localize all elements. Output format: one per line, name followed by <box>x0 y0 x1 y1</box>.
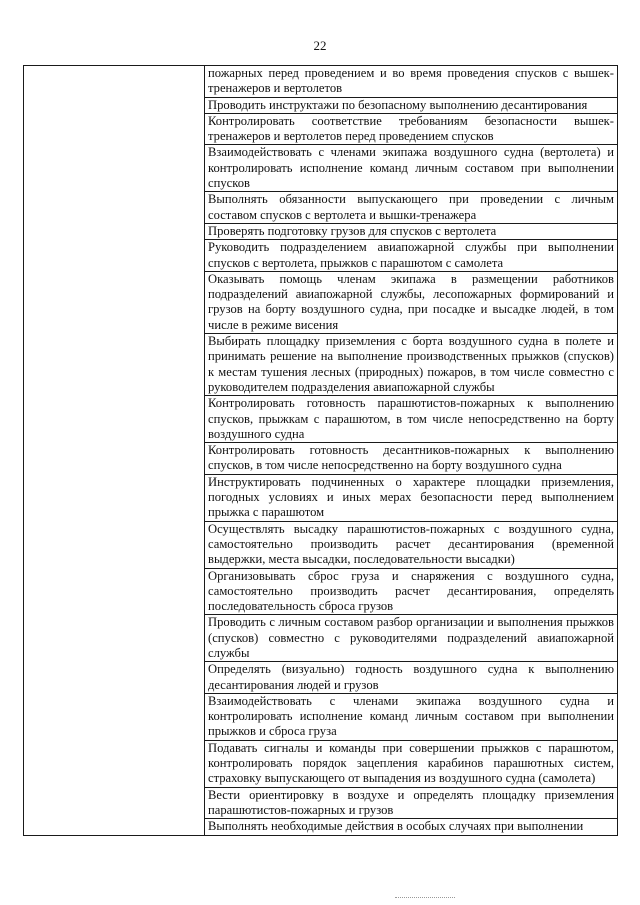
labor-actions-table <box>23 65 618 836</box>
cell-text: Выбирать площадку приземления с борта воздушного судна в полете и принимать решение на выполнение производственных прыжков (спусков) к местам тушения лесных (природных) пожаров, в том числе совместно с руководителем подразделения авиапожарной службы <box>208 334 614 394</box>
cell-text: Проводить с личным составом разбор организации и выполнения прыжков (спусков) совместно с руководителями подразделений авиапожарной службы <box>208 615 614 660</box>
cell-text: Взаимодействовать с членами экипажа воздушного судна и контролировать исполнение команд личным составом при выполнении прыжков и сброса груза <box>208 693 614 739</box>
cell-text: Контролировать готовность парашютистов-пожарных к выполнению спусков, прыжкам с парашютом, в том числе непосредственно на борту воздушного судна <box>208 396 614 441</box>
cell-text: Оказывать помощь членам экипажа в размещении работников подразделений авиапожарной службы, лесопожарных формирований и грузов на борту воздушного судна, при посадке и высадке людей, в том числе в режиме висения <box>208 271 614 332</box>
table-cell <box>205 192 618 224</box>
table-cell <box>205 113 618 145</box>
cell-text: Вести ориентировку в воздухе и определять площадку приземления парашютистов-пожарных и грузов <box>208 787 614 817</box>
cell-text: Выполнять необходимые действия в особых случаях при выполнении <box>208 819 584 834</box>
table-cell <box>205 819 618 835</box>
table-cell <box>205 740 618 787</box>
left-column-cell <box>24 66 205 836</box>
page-number: 22 <box>313 38 327 53</box>
cell-text: Подавать сигналы и команды при совершении прыжков с парашютом, контролировать порядок зацепления карабинов парашютных систем, страховку выпускающего от выпадения из воздушного судна (самолета) <box>208 740 614 786</box>
cell-text: Инструктировать подчиненных о характере площадки приземления, погодных условиях и иных мерах безопасности перед выполнением прыжка с парашютом <box>208 474 614 520</box>
cell-text: Проверять подготовку грузов для спусков с вертолета <box>208 223 497 238</box>
table-cell <box>205 334 618 396</box>
table-cell <box>205 271 618 333</box>
cell-text: Контролировать соответствие требованиям безопасности вышек-тренажеров и вертолетов перед проведением спусков <box>208 113 614 144</box>
cell-text: Взаимодействовать с членами экипажа воздушного судна (вертолета) и контролировать исполнение команд личным составом при выполнении спусков <box>208 145 614 191</box>
table-cell <box>205 443 618 475</box>
cell-text: Проводить инструктажи по безопасному выполнению десантирования <box>208 97 588 112</box>
table-cell <box>205 97 618 113</box>
cell-text: Осуществлять высадку парашютистов-пожарных с воздушного судна, самостоятельно производить расчет десантирования (временной выдержки, места высадки, последовательности высадки) <box>208 521 614 567</box>
table-row <box>24 66 618 98</box>
table-cell <box>205 662 618 694</box>
cell-text: Контролировать готовность десантников-пожарных к выполнению спусков, в том числе непосредственно на борту воздушного судна <box>208 443 614 473</box>
table-cell <box>205 145 618 192</box>
table-cell <box>205 787 618 819</box>
table-cell <box>205 521 618 568</box>
table-cell <box>205 396 618 443</box>
cell-text: Выполнять обязанности выпускающего при проведении с личным составом спусков с вертолета и вышки-тренажера <box>208 192 614 222</box>
table-cell <box>205 474 618 521</box>
cell-text: Определять (визуально) годность воздушного судна к выполнению десантирования людей и грузов <box>208 662 614 692</box>
table-cell <box>205 240 618 272</box>
table-cell <box>205 223 618 239</box>
table-cell <box>205 568 618 615</box>
cell-text: Руководить подразделением авиапожарной службы при выполнении спусков с вертолета, прыжков с парашютом с самолета <box>208 240 614 270</box>
table-cell <box>205 693 618 740</box>
cell-text: Организовывать сброс груза и снаряжения с воздушного судна, самостоятельно производить расчет десантирования, определять последовательность сброса грузов <box>208 568 614 614</box>
cell-text: пожарных перед проведением и во время проведения спусков с вышек-тренажеров и вертолетов <box>208 66 614 96</box>
table-cell <box>205 66 618 98</box>
table-cell <box>205 615 618 662</box>
scan-artifact <box>395 897 455 900</box>
